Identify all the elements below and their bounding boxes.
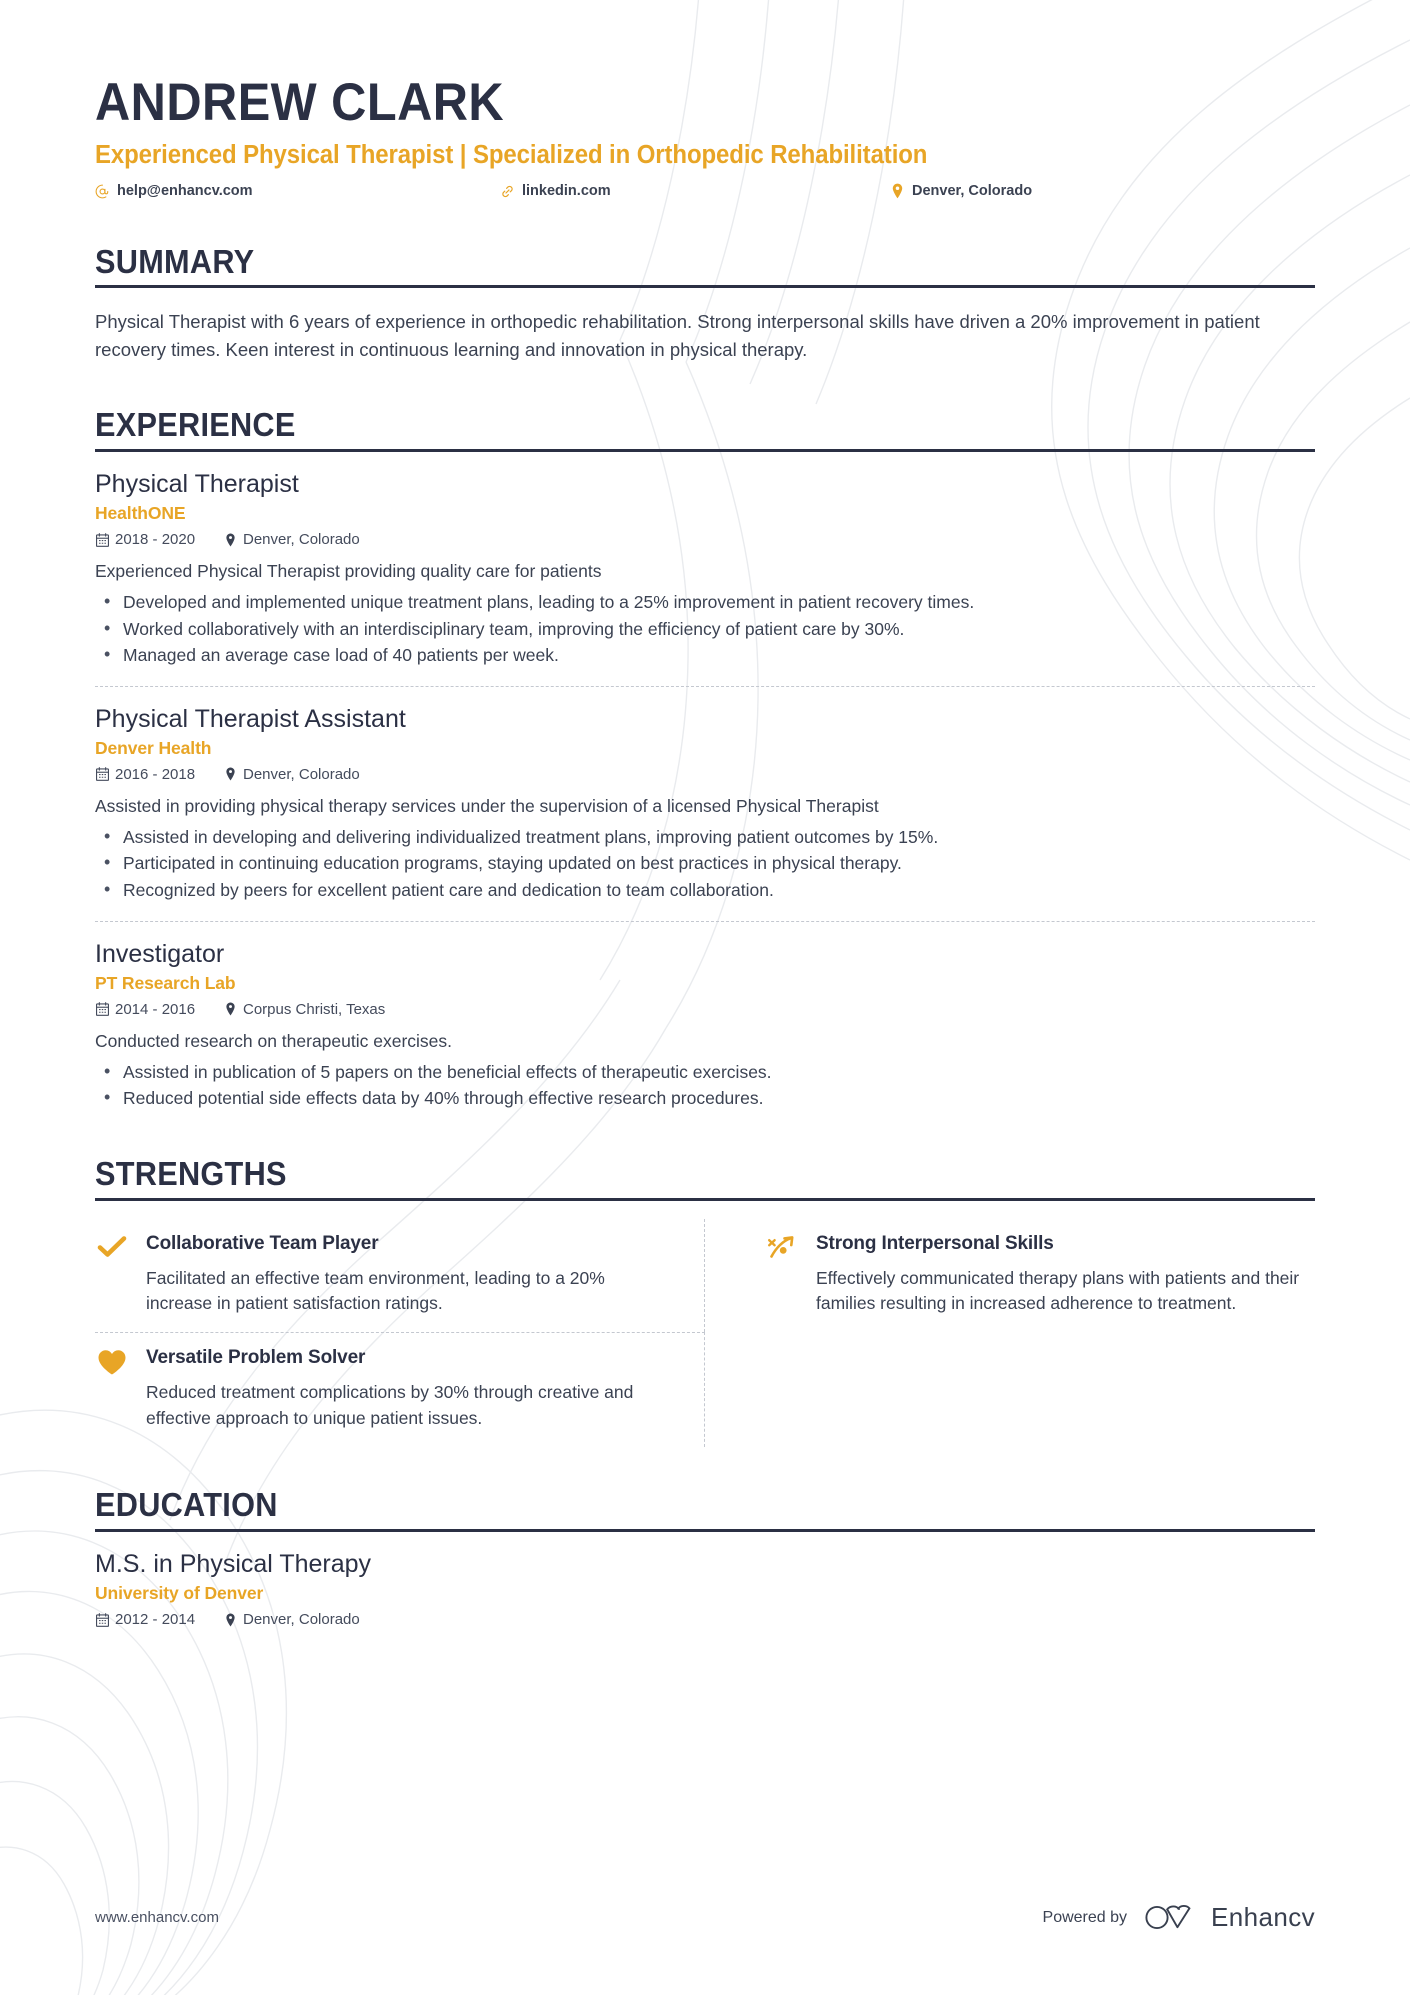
contact-linkedin[interactable] bbox=[500, 183, 890, 200]
calendar-icon bbox=[95, 767, 109, 782]
resume-footer bbox=[95, 1902, 1315, 1933]
strength-description: Reduced treatment complications by 30% through creative and effective approach to unique patient issues. bbox=[146, 1382, 634, 1428]
strength-body bbox=[146, 1233, 644, 1317]
education-meta bbox=[95, 1611, 1315, 1628]
powered-by-label: Powered by bbox=[1042, 1908, 1128, 1926]
enhancv-logo bbox=[1143, 1902, 1315, 1933]
job-bullets bbox=[95, 824, 1315, 904]
strength-description: Effectively communicated therapy plans with patients and their families resulting in increased adherence to treatment. bbox=[816, 1267, 1300, 1313]
strength-item bbox=[95, 1332, 705, 1447]
strength-placeholder bbox=[705, 1332, 1315, 1447]
job-location-label: Corpus Christi, Texas bbox=[243, 1000, 386, 1018]
school-name: University of Denver bbox=[95, 1583, 264, 1604]
contact-email-label: help@enhancv.com bbox=[117, 183, 253, 200]
section-experience bbox=[95, 407, 1315, 1112]
strength-title: Strong Interpersonal Skills bbox=[816, 1232, 1054, 1254]
contact-email[interactable] bbox=[95, 183, 500, 200]
strengths-section-title: STRENGTHS bbox=[95, 1154, 287, 1192]
job-bullet: • Assisted in publication of 5 papers on the beneficial effects of therapeutic exercises. bbox=[95, 1059, 1315, 1086]
education-section-title: EDUCATION bbox=[95, 1485, 278, 1523]
job-location bbox=[223, 766, 360, 783]
calendar-icon bbox=[95, 1002, 109, 1017]
summary-section-title: SUMMARY bbox=[95, 242, 255, 280]
job-title: Physical Therapist Assistant bbox=[95, 704, 406, 733]
experience-entry bbox=[95, 452, 1315, 669]
strength-description: Facilitated an effective team environment, leading to a 20% increase in patient satisfaction ratings. bbox=[146, 1267, 605, 1313]
education-entry bbox=[95, 1532, 1315, 1628]
job-meta bbox=[95, 1001, 1315, 1018]
job-dates bbox=[95, 531, 223, 548]
job-bullet: • Participated in continuing education programs, staying updated on best practices in physical therapy. bbox=[95, 850, 1315, 877]
footer-website-url[interactable]: www.enhancv.com bbox=[95, 1909, 219, 1926]
footer-brand bbox=[1043, 1902, 1315, 1933]
job-title: Physical Therapist bbox=[95, 469, 299, 498]
job-dates-label: 2014 - 2016 bbox=[115, 1000, 196, 1018]
job-location bbox=[223, 1001, 385, 1018]
job-bullets bbox=[95, 1059, 1315, 1112]
summary-text: Physical Therapist with 6 years of experience in orthopedic rehabilitation. Strong interpersonal skills have driven a 20% improvement in patient recovery times. Keen interest in continuous learning and innovation in physical therapy. bbox=[95, 311, 1260, 360]
job-bullet: • Developed and implemented unique treatment plans, leading to a 25% improvement in patient recovery times. bbox=[95, 589, 1315, 616]
education-dates-label: 2012 - 2014 bbox=[115, 1611, 196, 1629]
section-divider bbox=[95, 285, 1315, 288]
job-bullet: • Managed an average case load of 40 patients per week. bbox=[95, 642, 1315, 669]
job-dates bbox=[95, 1001, 223, 1018]
job-title: Investigator bbox=[95, 939, 225, 968]
location-pin-icon bbox=[223, 1612, 237, 1627]
location-pin-icon bbox=[890, 183, 905, 200]
experience-entry bbox=[95, 922, 1315, 1112]
resume-header bbox=[95, 72, 1315, 200]
job-location-label: Denver, Colorado bbox=[243, 765, 360, 783]
growth-arrow-icon bbox=[765, 1233, 799, 1263]
strength-body bbox=[146, 1347, 644, 1431]
location-pin-icon bbox=[223, 767, 237, 782]
job-meta bbox=[95, 531, 1315, 548]
job-description: Experienced Physical Therapist providing quality care for patients bbox=[95, 561, 602, 582]
heart-icon bbox=[95, 1347, 129, 1377]
strength-title: Versatile Problem Solver bbox=[146, 1347, 366, 1369]
contact-location bbox=[890, 183, 1315, 200]
calendar-icon bbox=[95, 532, 109, 547]
company-name: HealthONE bbox=[95, 503, 186, 524]
experience-entry bbox=[95, 687, 1315, 904]
job-bullet: • Reduced potential side effects data by 40% through effective research procedures. bbox=[95, 1085, 1315, 1112]
job-dates-label: 2016 - 2018 bbox=[115, 765, 196, 783]
candidate-headline: Experienced Physical Therapist | Specialized in Orthopedic Rehabilitation bbox=[95, 140, 928, 169]
company-name: Denver Health bbox=[95, 737, 212, 758]
degree-title: M.S. in Physical Therapy bbox=[95, 1549, 372, 1578]
education-location bbox=[223, 1611, 360, 1628]
job-description: Assisted in providing physical therapy services under the supervision of a licensed Physical Therapist bbox=[95, 795, 879, 816]
enhancv-wordmark: Enhancv bbox=[1211, 1902, 1315, 1932]
contact-row bbox=[95, 183, 1315, 200]
company-name: PT Research Lab bbox=[95, 972, 236, 993]
check-icon bbox=[95, 1233, 129, 1263]
job-location-label: Denver, Colorado bbox=[243, 531, 360, 549]
section-summary bbox=[95, 244, 1315, 363]
job-bullets bbox=[95, 589, 1315, 669]
strengths-grid bbox=[95, 1219, 1315, 1447]
section-strengths bbox=[95, 1156, 1315, 1447]
location-pin-icon bbox=[223, 1002, 237, 1017]
strength-item bbox=[705, 1219, 1315, 1333]
job-location bbox=[223, 531, 360, 548]
strength-title: Collaborative Team Player bbox=[146, 1232, 379, 1254]
strength-body bbox=[816, 1233, 1315, 1317]
job-dates-label: 2018 - 2020 bbox=[115, 531, 196, 549]
education-location-label: Denver, Colorado bbox=[243, 1611, 360, 1629]
section-divider bbox=[95, 1198, 1315, 1201]
job-bullet: • Assisted in developing and delivering individualized treatment plans, improving patient outcomes by 15%. bbox=[95, 824, 1315, 851]
link-icon bbox=[500, 183, 515, 200]
at-icon bbox=[95, 183, 110, 200]
job-bullet: • Recognized by peers for excellent patient care and dedication to team collaboration. bbox=[95, 877, 1315, 904]
contact-linkedin-label: linkedin.com bbox=[522, 183, 611, 200]
section-education bbox=[95, 1487, 1315, 1628]
education-dates bbox=[95, 1611, 223, 1628]
location-pin-icon bbox=[223, 532, 237, 547]
job-meta bbox=[95, 766, 1315, 783]
experience-section-title: EXPERIENCE bbox=[95, 405, 296, 443]
strength-item bbox=[95, 1219, 705, 1333]
job-bullet: • Worked collaboratively with an interdisciplinary team, improving the efficiency of patient care by 30%. bbox=[95, 616, 1315, 643]
candidate-name: ANDREW CLARK bbox=[95, 73, 505, 132]
contact-location-label: Denver, Colorado bbox=[912, 183, 1033, 200]
job-description: Conducted research on therapeutic exercises. bbox=[95, 1030, 453, 1051]
calendar-icon bbox=[95, 1612, 109, 1627]
job-dates bbox=[95, 766, 223, 783]
